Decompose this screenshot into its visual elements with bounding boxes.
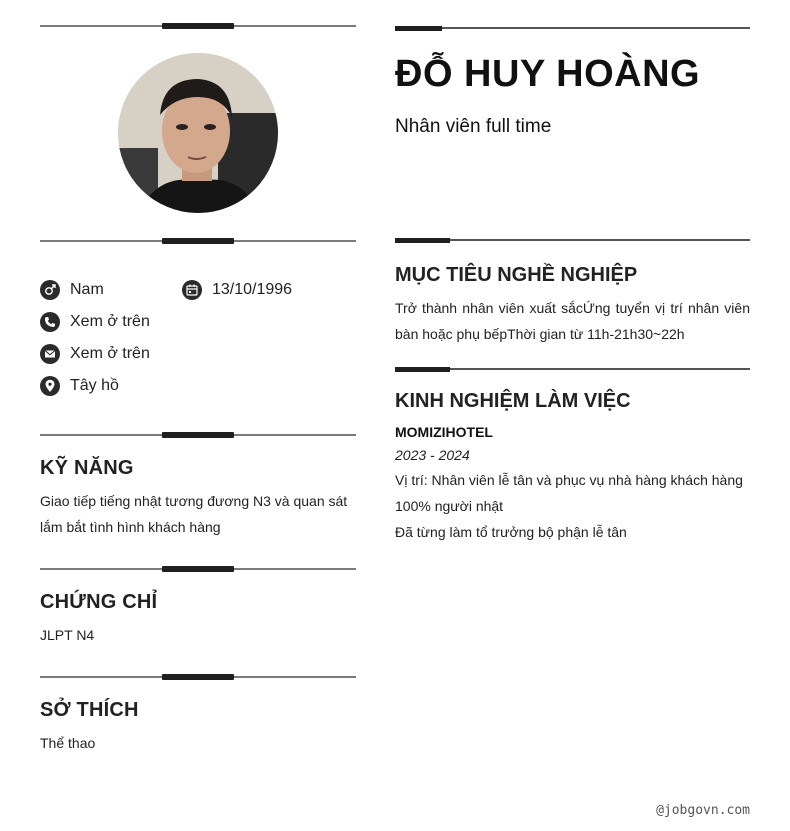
info-address: [40, 375, 119, 397]
phone-icon: [40, 312, 60, 332]
experience-line: 100% người nhật: [395, 498, 504, 514]
objective-text: Trở thành nhân viên xuất sắcỨng tuyển vị trí nhân viên bàn hoặc phụ bếpThời gian từ 11h-21h30~22h: [395, 300, 750, 342]
gender-value: Nam: [70, 281, 104, 298]
section-divider: [395, 367, 750, 372]
envelope-icon: [40, 344, 60, 364]
section-divider: [395, 26, 750, 31]
experience-lines: [395, 467, 750, 545]
gender-icon: [40, 280, 60, 300]
certificates-text: JLPT N4: [40, 627, 95, 643]
hobbies-title: SỞ THÍCH: [40, 699, 139, 721]
avatar: [118, 53, 278, 213]
address-value: Tây hồ: [70, 377, 119, 394]
hobbies-text: Thể thao: [40, 735, 96, 751]
section-divider: [395, 238, 750, 243]
section-divider: [40, 674, 356, 680]
experience-period: 2023 - 2024: [395, 447, 470, 463]
section-divider: [40, 432, 356, 438]
email-value: Xem ở trên: [70, 345, 150, 362]
phone-value: Xem ở trên: [70, 313, 150, 330]
birthday-value: 13/10/1996: [212, 281, 293, 298]
section-divider: [40, 238, 356, 244]
skills-text: Giao tiếp tiếng nhật tương đương N3 và quan sát lắm bắt tình hình khách hàng: [40, 493, 348, 535]
section-divider: [40, 566, 356, 572]
info-gender: [40, 279, 104, 301]
experience-company: MOMIZIHOTEL: [395, 424, 493, 440]
info-email: [40, 343, 150, 365]
skills-title: KỸ NĂNG: [40, 457, 134, 479]
calendar-icon: [182, 280, 202, 300]
candidate-name: ĐỖ HUY HOÀNG: [395, 53, 701, 95]
info-birthday: [182, 279, 292, 301]
objective-title: MỤC TIÊU NGHỀ NGHIỆP: [395, 264, 638, 286]
candidate-position: Nhân viên full time: [395, 116, 552, 137]
section-divider: [40, 23, 356, 29]
experience-title: KINH NGHIỆM LÀM VIỆC: [395, 390, 631, 412]
experience-line: Đã từng làm tổ trưởng bộ phận lễ tân: [395, 524, 627, 540]
info-phone: [40, 311, 150, 333]
experience-line: Vị trí: Nhân viên lễ tân và phục vụ nhà hàng khách hàng: [395, 472, 743, 488]
certificates-title: CHỨNG CHỈ: [40, 591, 158, 613]
footer-watermark: @jobgovn.com: [656, 803, 750, 818]
location-pin-icon: [40, 376, 60, 396]
